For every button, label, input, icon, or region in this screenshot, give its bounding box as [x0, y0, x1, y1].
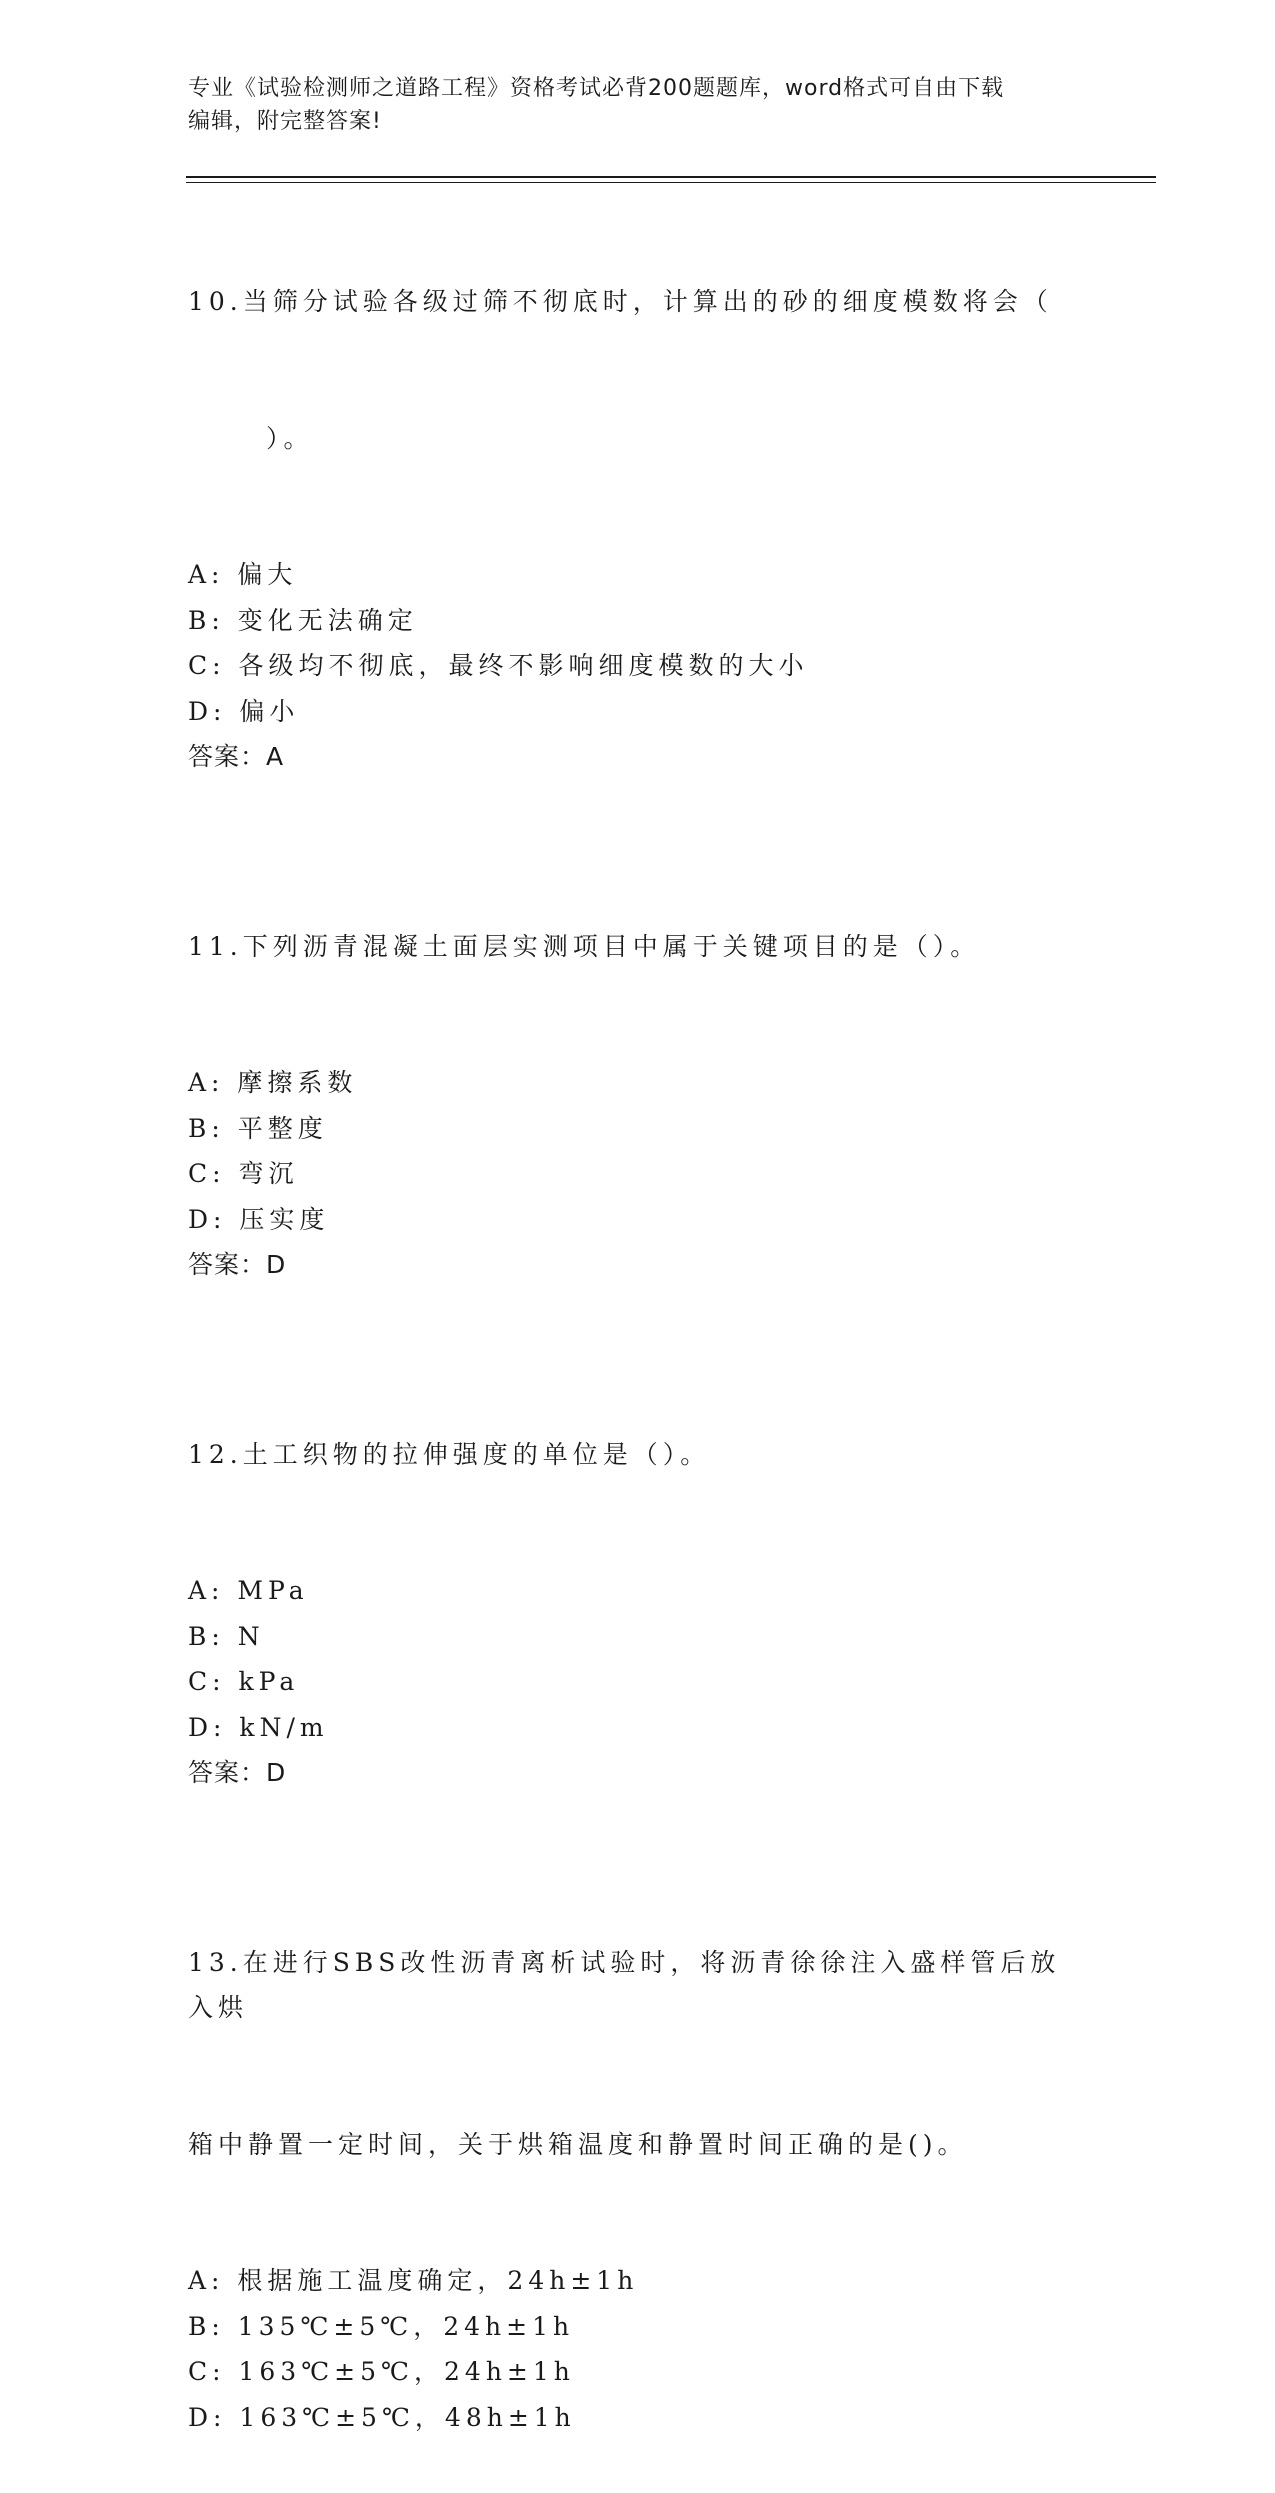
option-a: A: MPa: [188, 1576, 309, 1605]
option-a: A: 摩擦系数: [188, 1068, 358, 1097]
option-d: D: kN/m: [188, 1712, 329, 1742]
option-d: D: 163℃±5℃，48h±1h: [188, 2402, 576, 2432]
header-line-2: 编辑，附完整答案!: [188, 109, 382, 134]
question-stem-line: 箱中静置一定时间，关于烘箱温度和静置时间正确的是()。: [188, 2129, 968, 2159]
question-stem-line: 10.当筛分试验各级过筛不彻底时，计算出的砂的细度模数将会（: [188, 287, 1053, 316]
question-13: [188, 1849, 1088, 2441]
header-line-1: 专业《试验检测师之道路工程》资格考试必背200题题库，word格式可自由下载: [188, 76, 1005, 101]
header-rule-thin: [186, 182, 1156, 183]
option-c: C: 163℃±5℃，24h±1h: [188, 2357, 575, 2386]
question-stem-line: 12.土工织物的拉伸强度的单位是（）。: [188, 1439, 711, 1469]
question-stem: [188, 1341, 1088, 1569]
question-10: [188, 188, 1088, 780]
question-11: [188, 833, 1088, 1288]
question-stem: [188, 188, 1088, 552]
question-stem: [188, 833, 1088, 1061]
option-d: D: 压实度: [188, 1204, 330, 1234]
option-c: C: 各级均不彻底，最终不影响细度模数的大小: [188, 651, 809, 680]
document-header: [188, 72, 1088, 138]
option-b: B: 变化无法确定: [188, 605, 418, 635]
answer: 答案：D: [188, 1758, 287, 1787]
question-stem: [188, 1849, 1088, 2259]
question-stem-line: 11.下列沥青混凝土面层实测项目中属于关键项目的是（）。: [188, 931, 981, 961]
answer: 答案：A: [188, 742, 285, 771]
question-stem-line: ）。: [266, 423, 314, 453]
option-a: A: 根据施工温度确定，24h±1h: [188, 2266, 639, 2295]
option-b: B: N: [188, 1621, 265, 1651]
question-list: [188, 188, 1088, 2493]
answer: 答案：D: [188, 1250, 287, 1279]
option-d: D: 偏小: [188, 696, 300, 726]
header-rule-thick: [186, 176, 1156, 178]
option-b: B: 135℃±5℃，24h±1h: [188, 2311, 575, 2341]
option-a: A: 偏大: [188, 560, 298, 589]
option-c: C: 弯沉: [188, 1159, 299, 1188]
question-12: [188, 1341, 1088, 1796]
question-stem-line: 13.在进行SBS改性沥青离析试验时，将沥青徐徐注入盛样管后放入烘: [188, 1947, 1061, 2022]
option-b: B: 平整度: [188, 1113, 328, 1143]
option-c: C: kPa: [188, 1667, 300, 1696]
